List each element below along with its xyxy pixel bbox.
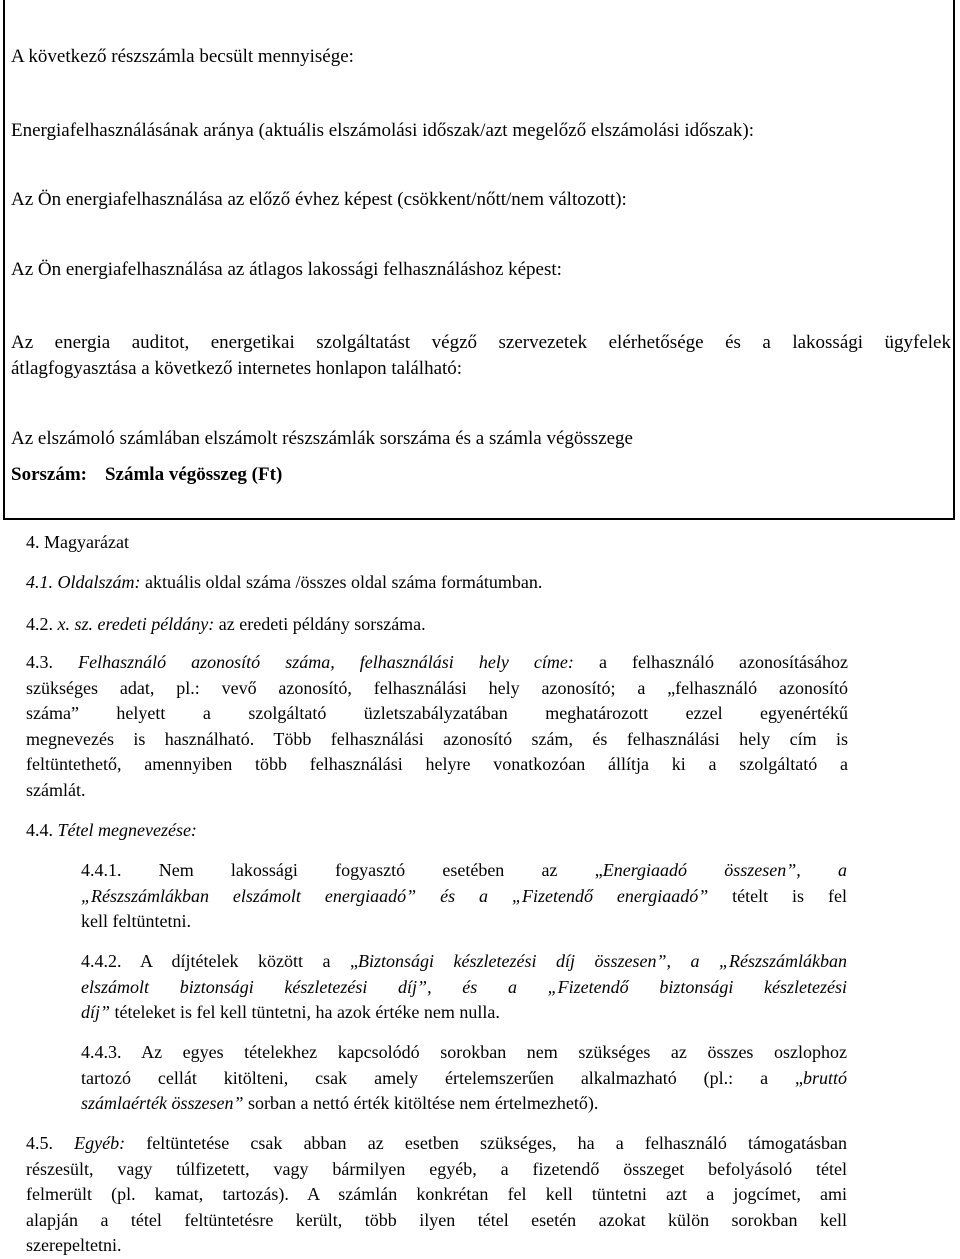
section-4-4-3: 4.4.3. Az egyes tételekhez kapcsolódó sorokban nem szükséges az összes oszlophoz tartozó cellát kitölteni, csak amely értelemszerűen alkalmazható (pl.: a „bruttó számlaérték összesen” sorban a nettó érték kitöltése nem értelmezhető). [81,1042,847,1114]
usage-avg-label: Az Ön energiafelhasználása az átlagos lakossági felhasználáshoz képest: [11,259,562,280]
section-4-5: 4.5. Egyéb: feltüntetése csak abban az esetben szükséges, ha a felhasználó támogatásban részesült, vagy túlfizetett, vagy bármilyen egyéb, a fizetendő összeget befolyásoló tétel felmerült (pl. kamat, tartozás). A számlán konkrétan fel kell tüntetni azt a jogcímet, ami alapján a tétel feltüntetésre került, több ilyen tétel esetén azokat külön sorokban kell szerepeltetni. [26,1133,848,1256]
usage-prev-year-label: Az Ön energiafelhasználása az előző évhez képest (csökkent/nőtt/nem változott): [11,189,627,210]
col-serial: Sorszám: [11,464,87,485]
audit-info [11,330,951,382]
section-4-2: 4.2. x. sz. eredeti példány: az eredeti példány sorszáma. [26,614,426,634]
audit-line-1: Az energia auditot, energetikai szolgáltatást végző szervezetek elérhetősége és a lakossági ügyfelek [11,332,951,353]
section-4-4-1: 4.4.1. Nem lakossági fogyasztó esetében az „Energiaadó összesen”, a „Részszámlákban elszámolt energiaadó” és a „Fizetendő energiaadó” tételt is fel kell feltüntetni. [81,860,847,932]
section-4-4-2: 4.4.2. A díjtételek között a „Biztonsági készletezési díj összesen”, a „Részszámlákban elszámolt biztonsági készletezési díj”, és a „Fizetendő biztonsági készletezési díj” tételeket is fel kell tüntetni, ha azok értéke nem nulla. [81,951,847,1023]
partial-invoices-label: Az elszámoló számlában elszámolt részszámlák sorszáma és a számla végösszege [11,428,633,449]
partial-invoices-header [11,464,282,486]
explanation-heading: 4. Magyarázat [26,532,129,552]
usage-ratio-label: Energiafelhasználásának aránya (aktuális elszámolási időszak/azt megelőző elszámolási időszak): [11,120,754,141]
section-4-3: 4.3. Felhasználó azonosító száma, felhasználási hely címe: a felhasználó azonosításához szükséges adat, pl.: vevő azonosító, felhasználási hely azonosító; a „felhasználó azonosító száma” helyett a szolgáltató üzletszabályzatában meghatározott ezzel egyenértékű megnevezés is használható. Több felhasználási azonosító szám, és felhasználási hely cím is feltüntethető, amennyiben több felhasználási helyre vonatkozóan állítja ki a szolgáltató a számlát. [26,652,849,800]
col-total: Számla végösszeg (Ft) [104,464,283,485]
next-invoice-label: A következő részszámla becsült mennyisége: [11,46,354,67]
section-4-1: 4.1. Oldalszám: aktuális oldal száma /összes oldal száma formátumban. [26,572,543,592]
audit-line-2: átlagfogyasztása a következő internetes honlapon található: [11,358,463,379]
section-4-4: 4.4. Tétel megnevezése: [26,820,197,840]
